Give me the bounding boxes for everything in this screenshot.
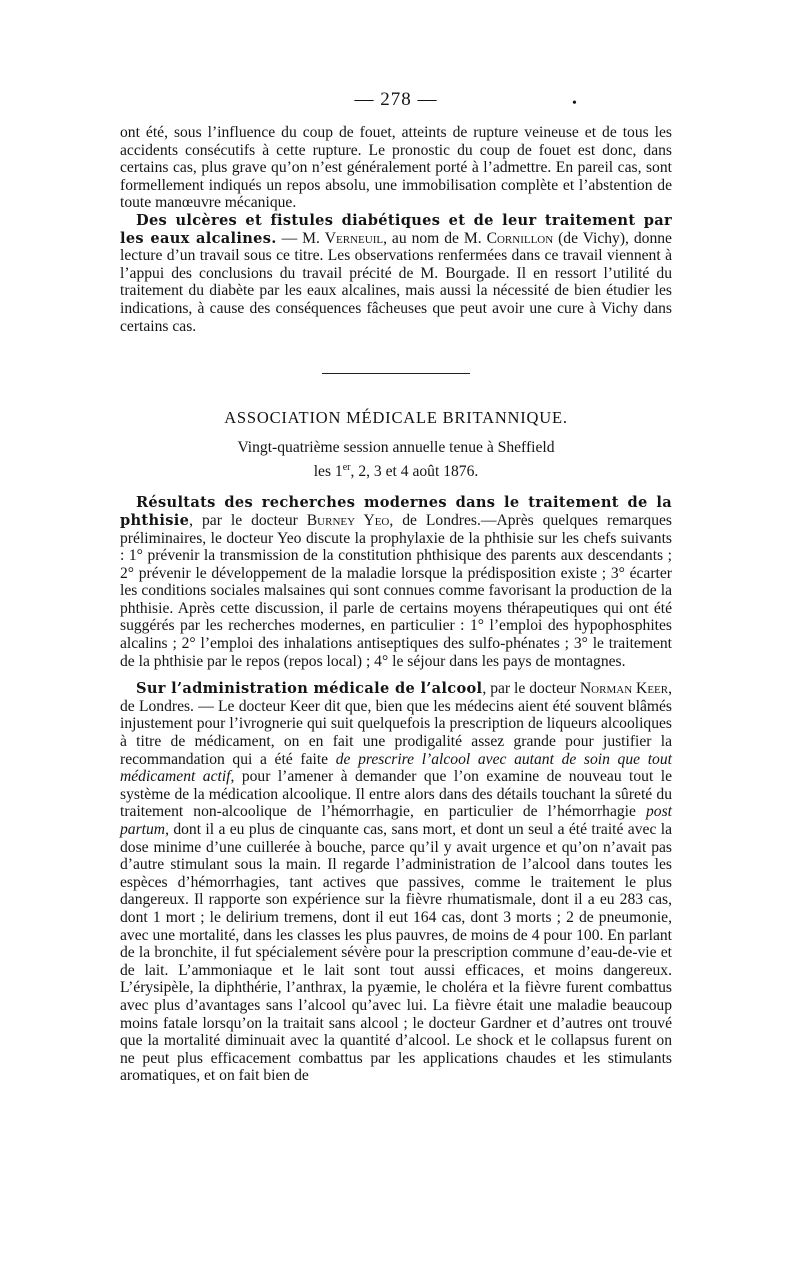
text-phthisie-pre: , par le docteur [189,511,307,529]
running-header [120,88,672,112]
session-line-2-sup: er [342,462,351,474]
session-info [120,438,672,482]
paragraph-ulceres [120,212,672,335]
session-line-2-post: , 2, 3 et 4 août 1876. [350,463,479,481]
page [120,88,672,1085]
italic-post-partum: post partum [120,803,672,838]
italic-quote: de prescrire l’alcool avec autant de soin que tout médicament actif [120,750,672,786]
section-title-alcool: Sur l’administration médicale de l’alcool [136,680,483,698]
text-alcool-c: , dont il a eu plus de cinquante cas, sans mort, et dont un seul a été traité avec la dose minime d’une cuillerée à bouche, parce qu’il y avait urgence et qu’on n’avait pas d’autre stimulant sous la main. Il regarde l’administration de l’alcool dans toutes les espèces d’hémorrhagies, tant actives que passives, comme le traitement le plus dangereux. Il rapporte son expérience sur la fièvre rhumatismale, dont il a eu 283 cas, dont 1 mort ; le delirium tremens, dont il eut 164 cas, dont 3 morts ; 2 de pneumonie, avec une mortalité, dans les classes les plus pauvres, de moins de 4 pour 100. En parlant de la bronchite, il fut spécialement sévère pour la prescription commune d’eau-de-vie et de lait. L’ammoniaque et le lait sont tout aussi efficaces, et moins dangereux. L’érysipèle, la diphthérie, l’anthrax, la pyæmie, le choléra et la fièvre furent combattus avec plus d’avantages sans l’alcool qu’avec lui. La fièvre était une maladie beaucoup moins fatale lorsqu’on la traitait sans alcool ; le docteur Gardner et d’autres ont trouvé que la mortalité diminuait avec la quantité d’alcool. Le shock et le collapsus furent on ne peut plus efficacement combattus par les applications chaudes et les stimulants aromatiques, et on fait bien de [120,821,672,1085]
text-phthisie-body: , de Londres.—Après quelques remarques préliminaires, le docteur Yeo discute la prophylaxie de la phthisie sur les chefs suivants : 1° prévenir la transmission de la constitution phthisique des parents aux descendants ; 2° prévenir le développement de la maladie lorsque la prédisposition existe ; 3° écarter les conditions sociales malsaines qui sont connues comme favorisant la production de la phthisie. Après cette discussion, il parle de certains moyens thérapeutiques qui ont été suggérés par les recherches modernes, en particulier : 1° l’emploi des hypophosphites alcalins ; 2° l’emploi des inhalations antiseptiques des sulfo-phénates ; 3° le traitement de la phthisie par le repos (repos local) ; 4° le séjour dans les pays de montagnes. [120,511,672,670]
printer-mark: • [572,96,578,111]
session-line-2-pre: les 1 [313,463,343,481]
paragraph-continuation: ont été, sous l’influence du coup de fouet, atteints de rupture veineuse et de tous les accidents consécutifs à cette rupture. Le pronostic du coup de fouet est donc, dans certains cas, plus grave qu’on n’est généralement porté à l’admettre. En pareil cas, sont formellement indiqués un repos absolu, une immobilisation complète et l’abstention de toute manœuvre mécanique. [120,124,672,212]
author-burney-yeo: Burney Yeo [306,511,390,529]
author-verneuil: Verneuil [324,229,384,247]
section-title-ulceres: Des ulcères et fistules diabétiques et de leur traitement par les eaux alcalines. [120,211,672,247]
author-cornillon: Cornillon [486,229,554,247]
section-title-phthisie: Résultats des recherches modernes dans le traitement de la phthisie [120,494,672,529]
association-title: ASSOCIATION MÉDICALE BRITANNIQUE. [224,408,568,428]
spacer [120,670,672,680]
text-alcool-a: , de Londres. — Le docteur Keer dit que, bien que les médecins aient été souvent blâmés injustement pour l’ivrognerie qui suit quelquefois la prescription de liqueurs alcooliques à titre de médicament, on en fait une prodigalité assez grande pour justifier la recommandation qui a été faite [120,680,672,768]
author-norman-keer: Norman Keer [579,680,669,698]
section-divider [322,373,470,374]
text-mid: , au nom de M. [383,229,487,247]
session-line-1: Vingt-quatrième session annuelle tenue à Sheffield [237,439,555,457]
paragraph-phthisie [120,494,672,670]
page-number: — 278 — [354,89,438,110]
text-ulceres-body: (de Vichy), donne lecture d’un travail sous ce titre. Les observations renfermées dans ce travail viennent à l’appui des conclusions du travail précité de M. Bourgade. Il en ressort l’utilité du traitement du diabète par les eaux alcalines, mais aussi la nécessité de bien étudier les indications, à cause des conséquences fâcheuses que peut avoir une cure à Vichy dans certains cas. [120,229,672,335]
text-dash: — M. [276,229,325,247]
text-alcool-pre: , par le docteur [482,680,580,698]
paragraph-alcool [120,680,672,1085]
text-alcool-b: , pour l’amener à demander que l’on examine de nouveau tout le système de la médication alcoolique. Il entre alors dans des détails touchant la sûreté du traitement non-alcoolique de l’hémorrhagie, en particulier de l’hémorrhagie [120,768,672,821]
